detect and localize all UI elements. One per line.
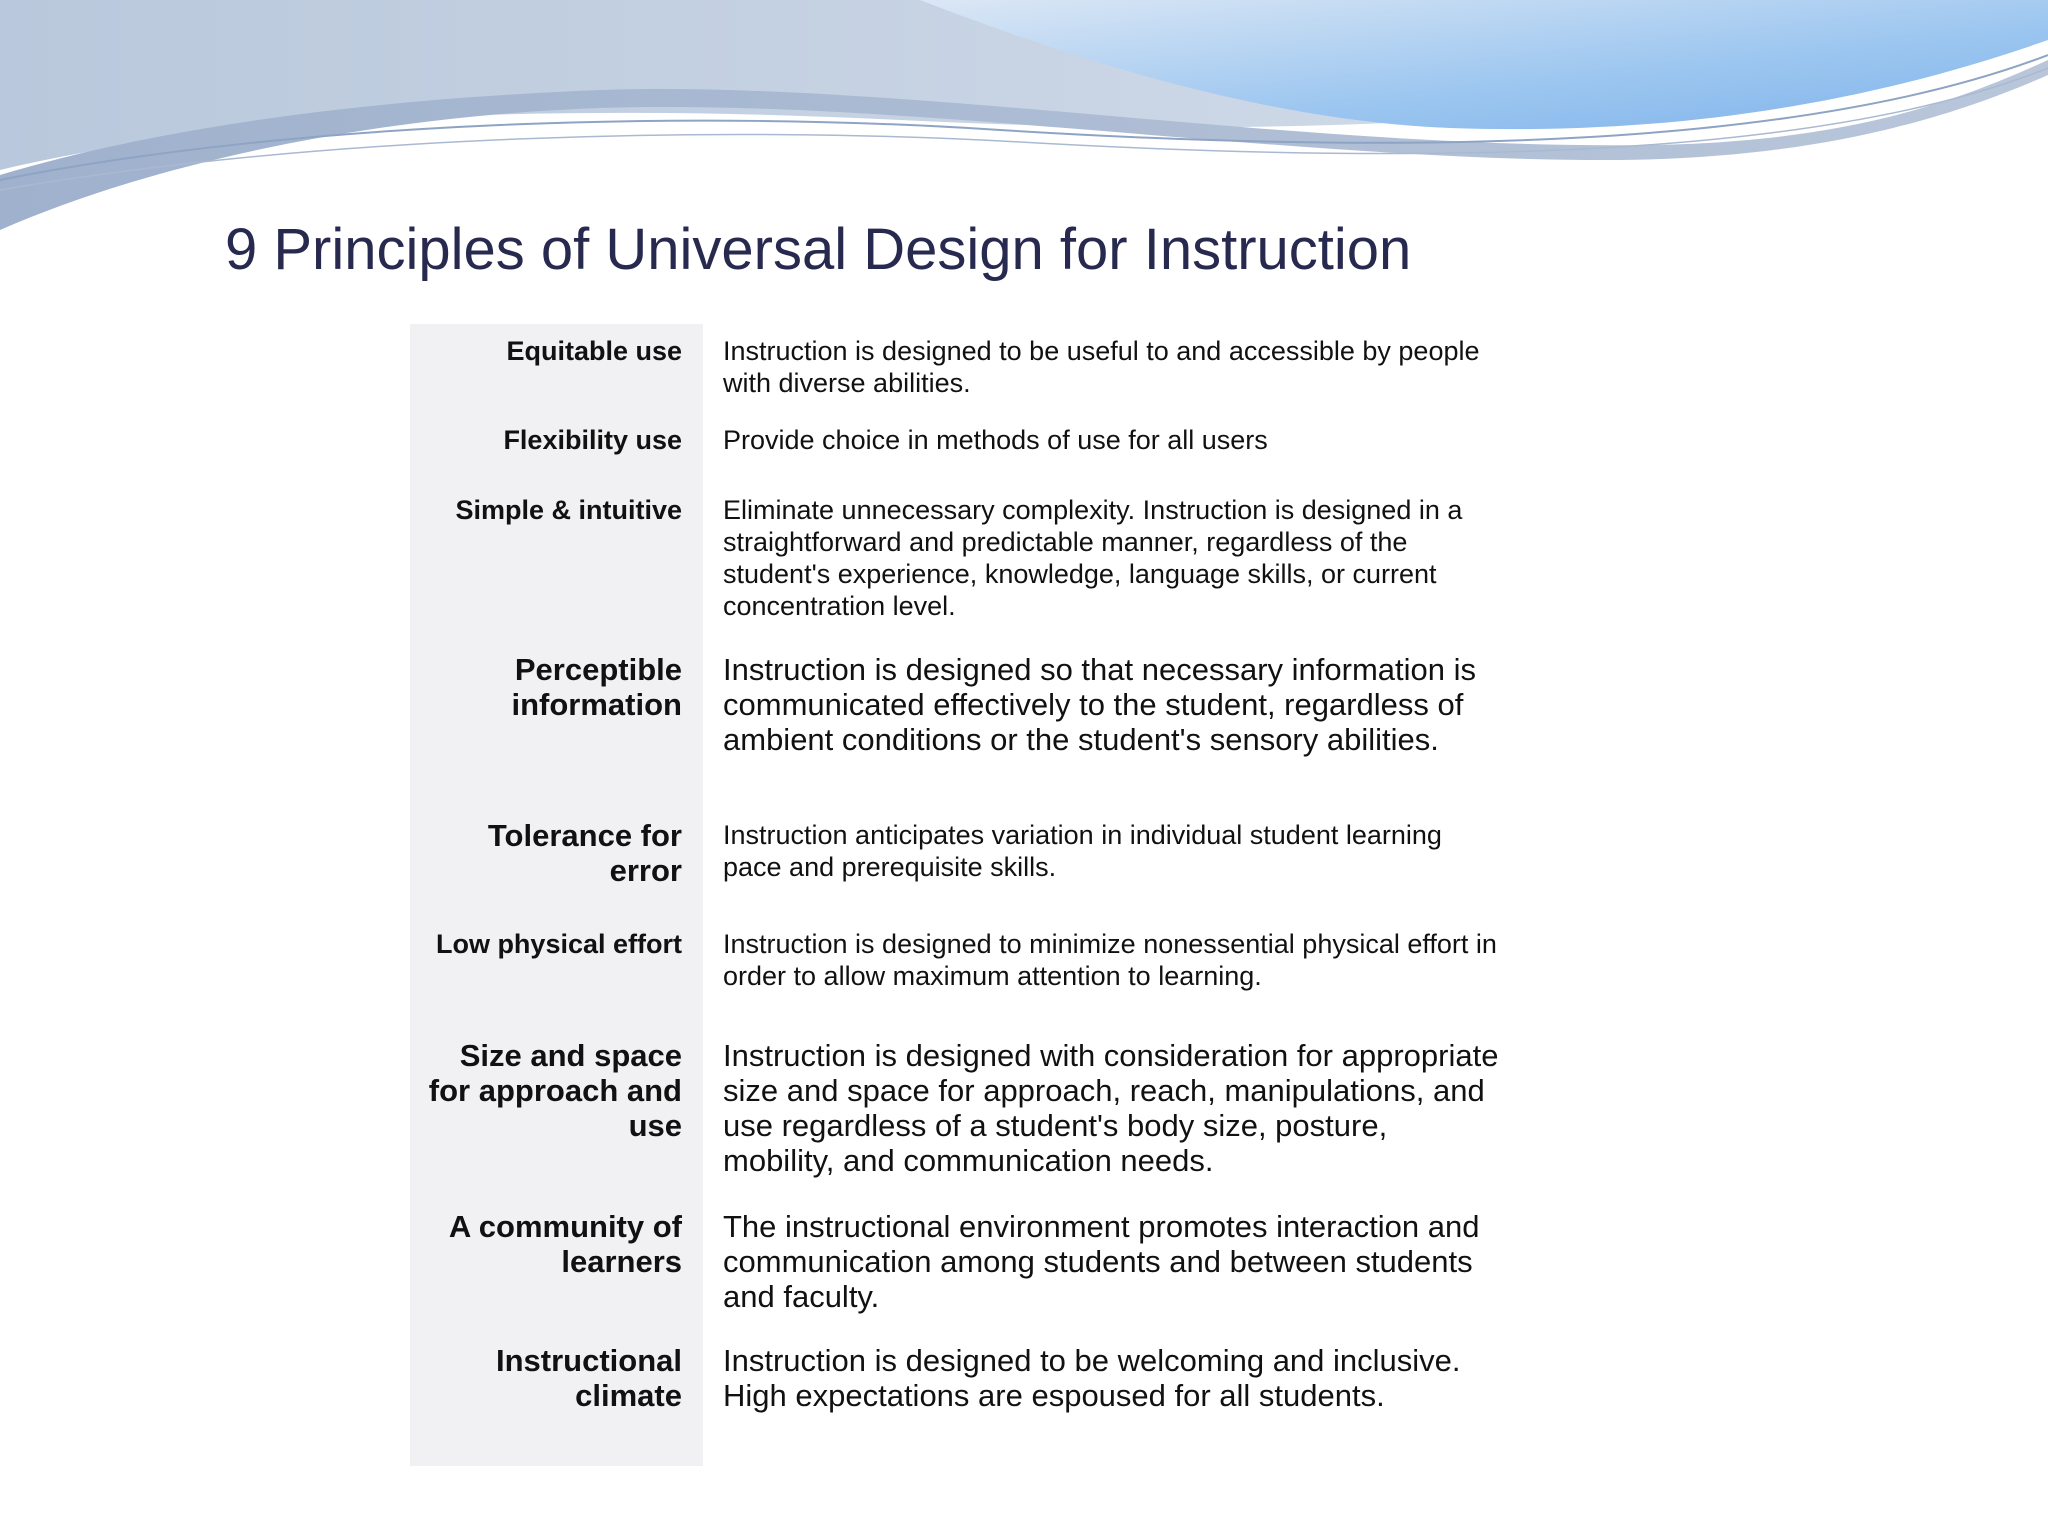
principle-label: Flexibility use [503,425,682,455]
principle-label: Tolerance for error [487,818,682,888]
principle-description: The instructional environment promotes interaction and communication among students and between students and faculty. [723,1209,1480,1314]
principle-description: Instruction is designed so that necessary information is communicated effectively to the student, regardless of ambient conditions or the student's sensory abilities. [723,652,1476,757]
principle-label: Perceptible information [511,652,682,722]
principle-label: Instructional climate [495,1343,682,1413]
principle-description: Provide choice in methods of use for all users [723,425,1268,455]
principle-label: Simple & intuitive [455,495,682,525]
header-swoosh-decoration [0,0,2048,240]
principle-description: Eliminate unnecessary complexity. Instruction is designed in a straightforward and predictable manner, regardless of the student's experience, knowledge, language skills, or current concentration level. [723,495,1463,621]
slide-title: 9 Principles of Universal Design for Instruction [225,217,1412,282]
principle-label: Low physical effort [435,929,682,959]
principle-description: Instruction is designed to minimize nonessential physical effort in order to allow maximum attention to learning. [723,929,1497,991]
principle-label: A community of learners [448,1209,682,1279]
principle-description: Instruction is designed to be useful to and accessible by people with diverse abilities. [723,336,1480,398]
principle-description: Instruction anticipates variation in individual student learning pace and prerequisite skills. [723,820,1442,882]
principle-label: Size and space for approach and use [428,1038,682,1143]
principle-description: Instruction is designed with consideration for appropriate size and space for approach, reach, manipulations, and use regardless of a student's body size, posture, mobility, and communication needs. [723,1038,1499,1178]
principle-description: Instruction is designed to be welcoming and inclusive. High expectations are espoused for all students. [723,1343,1461,1413]
principle-label: Equitable use [506,336,682,366]
